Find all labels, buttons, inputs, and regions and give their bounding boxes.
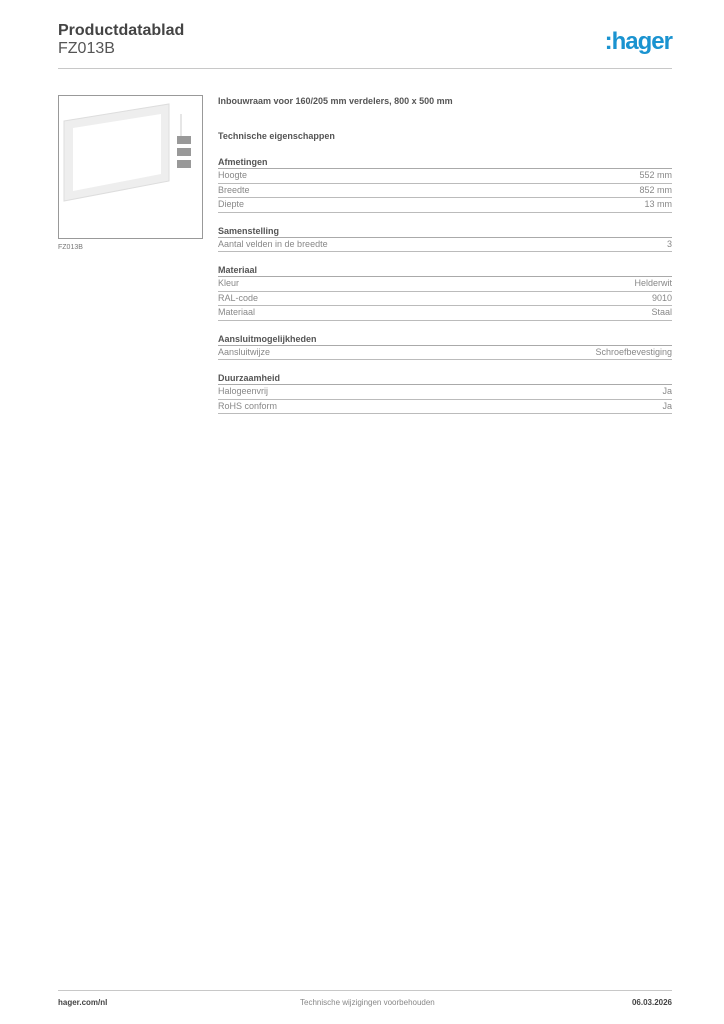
spec-group [218, 373, 672, 414]
header-divider [58, 68, 672, 69]
spec-label: Halogeenvrij [218, 386, 269, 396]
spec-row [218, 169, 672, 184]
spec-row [218, 346, 672, 361]
section-title: Technische eigenschappen [218, 131, 335, 141]
group-title: Aansluitmogelijkheden [218, 334, 672, 346]
spec-group [218, 226, 672, 253]
spec-value: 3 [666, 238, 672, 249]
spec-label: Kleur [218, 278, 240, 288]
group-title: Duurzaamheid [218, 373, 672, 385]
spec-row [218, 400, 672, 415]
spec-label: RoHS conform [218, 400, 278, 411]
spec-value: 9010 [651, 292, 672, 303]
spec-row [218, 385, 672, 400]
product-code: FZ013B [58, 40, 115, 57]
footer-website[interactable]: hager.com/nl [58, 998, 108, 1007]
spec-value: Helderwit [634, 278, 672, 288]
spec-label: RAL-code [218, 292, 259, 303]
product-image [58, 95, 203, 239]
spec-row [218, 238, 672, 253]
spec-group [218, 334, 672, 361]
spec-label: Aansluitwijze [218, 346, 271, 357]
spec-value: 13 mm [644, 199, 672, 209]
footer-notice: Technische wijzigingen voorbehouden [300, 998, 435, 1007]
image-caption: FZ013B [58, 244, 83, 251]
spec-row [218, 292, 672, 307]
spec-value: 552 mm [639, 170, 672, 180]
spec-row [218, 277, 672, 292]
group-title: Samenstelling [218, 226, 672, 238]
footer-date: 06.03.2026 [631, 998, 672, 1007]
spec-value: 852 mm [639, 184, 672, 195]
spec-value: Staal [651, 307, 672, 317]
spec-row [218, 184, 672, 199]
hager-logo: :hager [604, 28, 672, 55]
spec-label: Hoogte [218, 170, 248, 180]
spec-value: Ja [662, 400, 672, 411]
group-title: Materiaal [218, 265, 672, 277]
page-title: Productdatablad [58, 22, 185, 39]
specs [218, 96, 672, 414]
spec-label: Diepte [218, 199, 245, 209]
spec-row [218, 198, 672, 213]
product-description: Inbouwraam voor 160/205 mm verdelers, 800 x 500 mm [218, 96, 453, 106]
group-title: Afmetingen [218, 157, 672, 169]
spec-row [218, 306, 672, 321]
spec-label: Materiaal [218, 307, 256, 317]
spec-label: Aantal velden in de breedte [218, 238, 328, 249]
spec-group [218, 265, 672, 321]
spec-label: Breedte [218, 184, 250, 195]
spec-value: Ja [662, 386, 672, 396]
footer-divider [58, 990, 672, 991]
spec-group [218, 157, 672, 213]
spec-value: Schroefbevestiging [595, 346, 672, 357]
